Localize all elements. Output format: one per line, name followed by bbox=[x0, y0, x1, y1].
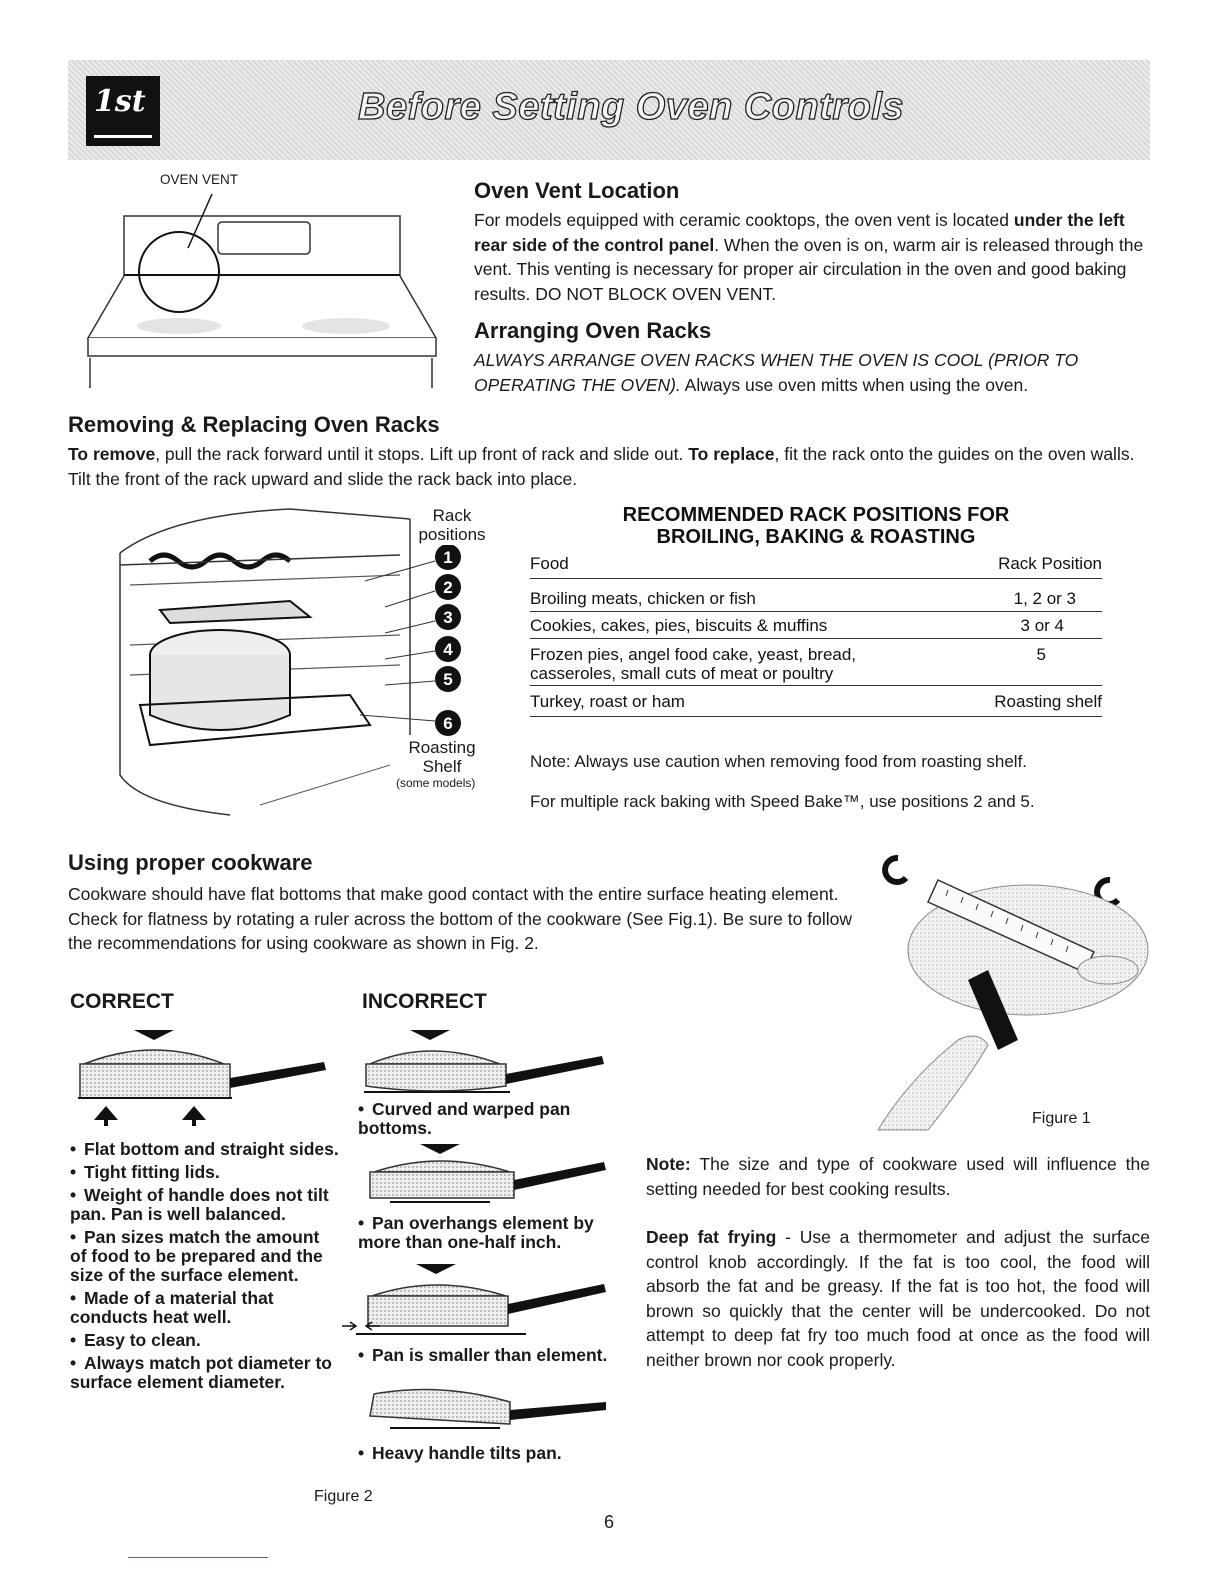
rack-position-markers bbox=[428, 545, 468, 745]
incorrect-item-1: • Curved and warped pan bottoms. bbox=[358, 1099, 571, 1138]
list-item: • Made of a material that conducts heat well. bbox=[70, 1288, 274, 1327]
vent-heading: Oven Vent Location bbox=[474, 178, 680, 203]
heavy-handle-pan-illustration bbox=[360, 1388, 616, 1436]
list-item: • Weight of handle does not tilt pan. Pan is well balanced. bbox=[70, 1185, 329, 1224]
rack-marker-5-label: 5 bbox=[443, 670, 453, 689]
arrange-paragraph: ALWAYS ARRANGE OVEN RACKS WHEN THE OVEN IS COOL (PRIOR TO OPERATING THE OVEN). Always use oven mitts when using the oven. bbox=[474, 350, 1079, 395]
list-item: • Flat bottom and straight sides. bbox=[70, 1139, 339, 1159]
badge-text: 1st bbox=[94, 84, 146, 119]
cookware-paragraph: Cookware should have flat bottoms that make good contact with the entire surface heating element. Check for flatness by rotating a ruler across the bottom of the cookware (See Fig.1). Be sure to follow the recommendations for using cookware as shown in Fig. 2. bbox=[68, 884, 852, 953]
rack-table bbox=[530, 552, 1102, 717]
section-badge bbox=[86, 76, 160, 146]
rack-table-header bbox=[530, 552, 1102, 579]
correct-pan-illustration bbox=[74, 1026, 340, 1126]
small-pan-illustration bbox=[336, 1262, 616, 1342]
rack-marker-3-label: 3 bbox=[443, 608, 453, 627]
table-row: Frozen pies, angel food cake, yeast, bread, casseroles, small cuts of meat or poultry 5 bbox=[530, 639, 1102, 686]
arrange-heading: Arranging Oven Racks bbox=[474, 318, 712, 343]
rack-positions-label: Rack positions bbox=[418, 506, 486, 544]
rack-marker-1-label: 1 bbox=[443, 548, 453, 567]
page-title: Before Setting Oven Controls bbox=[358, 86, 905, 128]
incorrect-label: INCORRECT bbox=[362, 990, 487, 1013]
figure2-caption: Figure 2 bbox=[314, 1488, 373, 1505]
table-row: Cookies, cakes, pies, biscuits & muffins 3 or 4 bbox=[530, 612, 1102, 639]
rack-table-title: RECOMMENDED RACK POSITIONS FOR BROILING, BAKING & ROASTING bbox=[622, 504, 1010, 548]
roasting-shelf-label: Roasting Shelf bbox=[408, 738, 476, 776]
correct-list bbox=[70, 1140, 340, 1392]
removing-heading: Removing & Replacing Oven Racks bbox=[68, 412, 440, 437]
incorrect-item-3: • Pan is smaller than element. bbox=[358, 1345, 608, 1365]
rack-note-1: Note: Always use caution when removing food from roasting shelf. bbox=[530, 752, 1028, 771]
list-item: • Tight fitting lids. bbox=[70, 1162, 220, 1182]
oven-vent-illustration bbox=[84, 188, 440, 390]
bottom-rule bbox=[128, 1557, 268, 1558]
list-item: • Always match pot diameter to surface element diameter. bbox=[70, 1353, 332, 1392]
page-number: 6 bbox=[604, 1512, 615, 1532]
correct-label: CORRECT bbox=[70, 990, 174, 1013]
list-item: • Pan sizes match the amount of food to be prepared and the size of the surface element. bbox=[70, 1227, 323, 1285]
curved-pan-illustration bbox=[360, 1026, 616, 1094]
col-food: Food bbox=[530, 554, 569, 573]
table-row: Turkey, roast or ham Roasting shelf bbox=[530, 686, 1102, 717]
incorrect-item-2: • Pan overhangs element by more than one-half inch. bbox=[358, 1213, 594, 1252]
rack-note-2: For multiple rack baking with Speed Bake™, use positions 2 and 5. bbox=[530, 792, 1035, 811]
list-item: • Easy to clean. bbox=[70, 1330, 201, 1350]
incorrect-item-4: • Heavy handle tilts pan. bbox=[358, 1443, 562, 1463]
vent-paragraph: For models equipped with ceramic cooktops, the oven vent is located under the left rear side of the control panel. When the oven is on, warm air is released through the vent. This venting is necessary for proper air circulation in the oven and good baking results. DO NOT BLOCK OVEN VENT. bbox=[474, 210, 1144, 304]
cookware-heading: Using proper cookware bbox=[68, 850, 313, 875]
oven-vent-label: OVEN VENT bbox=[160, 172, 239, 187]
figure1-caption: Figure 1 bbox=[1032, 1110, 1091, 1127]
overhang-pan-illustration bbox=[360, 1142, 616, 1206]
rack-marker-4-label: 4 bbox=[443, 640, 453, 659]
deep-fat-paragraph: Deep fat frying - Use a thermometer and adjust the surface control knob accordingly. If the fat is too cool, the food will absorb the fat and be greasy. If the fat is too hot, the food will brown so quickly that the center will be undercooked. Do not attempt to deep fat fry too much food at once as the food will neither brown nor cook properly. bbox=[646, 1227, 1150, 1370]
removing-paragraph: To remove, pull the rack forward until it stops. Lift up front of rack and slide out. To replace, fit the rack onto the guides on the oven walls. Tilt the front of the rack upward and slide the rack back into place. bbox=[68, 444, 1135, 489]
figure1-ruler-illustration bbox=[868, 840, 1152, 1136]
rack-marker-6-label: 6 bbox=[443, 714, 453, 733]
col-rack-position: Rack Position bbox=[998, 554, 1102, 573]
rack-marker-2-label: 2 bbox=[443, 578, 453, 597]
note-paragraph: Note: The size and type of cookware used will influence the setting needed for best cooking results. bbox=[646, 1154, 1150, 1199]
some-models-label: (some models) bbox=[396, 776, 476, 790]
table-row: Broiling meats, chicken or fish 1, 2 or 3 bbox=[530, 579, 1102, 612]
